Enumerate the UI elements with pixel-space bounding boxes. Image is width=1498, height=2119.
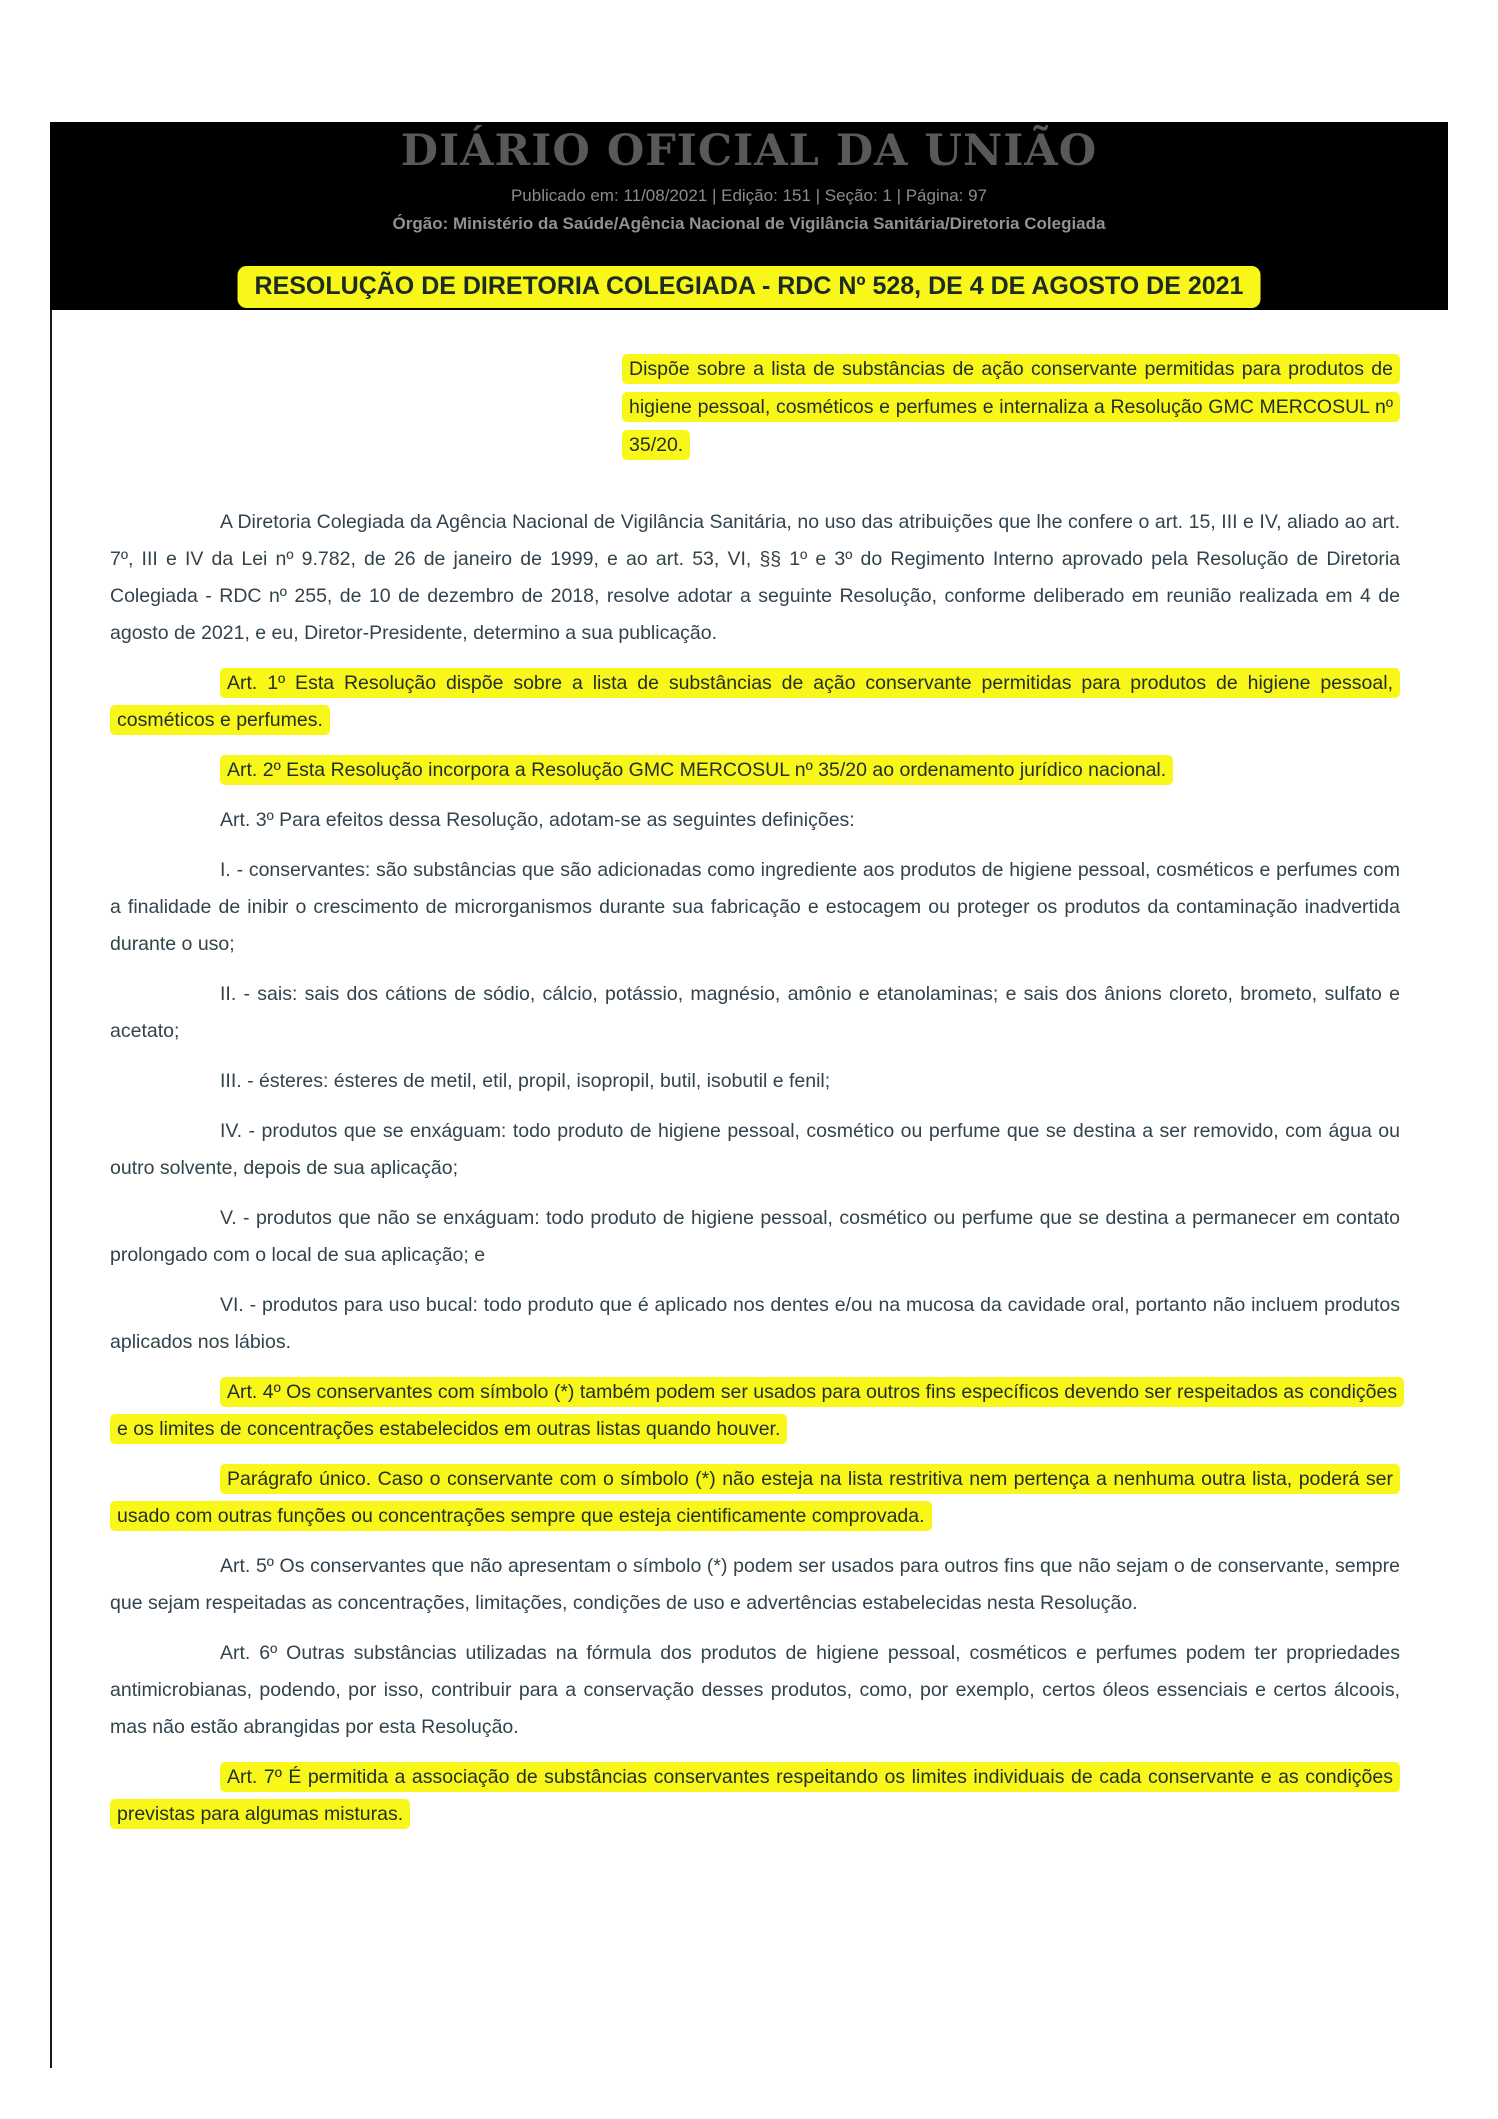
- gazette-title: DIÁRIO OFICIAL DA UNIÃO: [400, 126, 1098, 176]
- paragraph: Art. 6º Outras substâncias utilizadas na fórmula dos produtos de higiene pessoal, cosméticos e perfumes podem ter propriedades antimicrobianas, podendo, por isso, contribuir para a conservação desses produtos, como, por exemplo, certos óleos essenciais e certos álcoois, mas não estão abrangidas por esta Resolução.: [110, 1642, 1400, 1738]
- paragraph: [110, 1759, 1400, 1833]
- organ-line: Órgão: Ministério da Saúde/Agência Nacional de Vigilância Sanitária/Diretoria Colegiada: [392, 214, 1106, 233]
- paragraph-highlight: Art. 4º Os conservantes com símbolo (*) também podem ser usados para outros fins específicos devendo ser respeitados as condições e os limites de concentrações estabelecidos em outras listas quando houver.: [110, 1377, 1404, 1444]
- paragraph: Art. 5º Os conservantes que não apresentam o símbolo (*) podem ser usados para outros fins que não sejam o de conservante, sempre que sejam respeitadas as concentrações, limitações, condições de uso e advertências estabelecidas nesta Resolução.: [110, 1555, 1400, 1614]
- paragraph: II. - sais: sais dos cátions de sódio, cálcio, potássio, magnésio, amônio e etanolaminas; e sais dos ânions cloreto, brometo, sulfato e acetato;: [110, 983, 1400, 1042]
- masthead-band: [50, 122, 1448, 310]
- paragraph: IV. - produtos que se enxáguam: todo produto de higiene pessoal, cosmético ou perfume que se destina a ser removido, com água ou outro solvente, depois de sua aplicação;: [110, 1120, 1400, 1179]
- left-border-rule: [50, 310, 52, 2068]
- paragraph: III. - ésteres: ésteres de metil, etil, propil, isopropil, butil, isobutil e fenil;: [220, 1070, 831, 1092]
- document-content: [110, 350, 1400, 1846]
- paragraph-highlight: Art. 1º Esta Resolução dispõe sobre a lista de substâncias de ação conservante permitidas para produtos de higiene pessoal, cosméticos e perfumes.: [110, 668, 1400, 735]
- paragraph: I. - conservantes: são substâncias que são adicionadas como ingrediente aos produtos de higiene pessoal, cosméticos e perfumes com a finalidade de inibir o crescimento de microrganismos durante sua fabricação e estocagem ou proteger os produtos da contaminação inadvertida durante o uso;: [110, 859, 1400, 955]
- paragraph: [110, 1461, 1400, 1535]
- paragraph: A Diretoria Colegiada da Agência Nacional de Vigilância Sanitária, no uso das atribuições que lhe confere o art. 15, III e IV, aliado ao art. 7º, III e IV da Lei nº 9.782, de 26 de janeiro de 1999, e ao art. 53, VI, §§ 1º e 3º do Regimento Interno aprovado pela Resolução de Diretoria Colegiada - RDC nº 255, de 10 de dezembro de 2018, resolve adotar a seguinte Resolução, conforme deliberado em reunião realizada em 4 de agosto de 2021, e eu, Diretor-Presidente, determino a sua publicação.: [110, 511, 1400, 644]
- paragraph: [110, 752, 1400, 789]
- document-body: [110, 504, 1400, 1833]
- paragraph-highlight: Parágrafo único. Caso o conservante com o símbolo (*) não esteja na lista restritiva nem pertença a nenhuma outra lista, poderá ser usado com outras funções ou concentrações sempre que esteja cientificamente comprovada.: [110, 1464, 1400, 1531]
- ementa-highlight: Dispõe sobre a lista de substâncias de ação conservante permitidas para produtos de higiene pessoal, cosméticos e perfumes e internaliza a Resolução GMC MERCOSUL nº 35/20.: [622, 354, 1400, 460]
- ementa: [622, 350, 1400, 464]
- publication-meta: Publicado em: 11/08/2021 | Edição: 151 | Seção: 1 | Página: 97: [510, 186, 988, 205]
- paragraph-highlight: Art. 2º Esta Resolução incorpora a Resolução GMC MERCOSUL nº 35/20 ao ordenamento jurídico nacional.: [220, 755, 1173, 785]
- paragraph: VI. - produtos para uso bucal: todo produto que é aplicado nos dentes e/ou na mucosa da cavidade oral, portanto não incluem produtos aplicados nos lábios.: [110, 1294, 1400, 1353]
- paragraph-highlight: Art. 7º É permitida a associação de substâncias conservantes respeitando os limites individuais de cada conservante e as condições previstas para algumas misturas.: [110, 1762, 1400, 1829]
- paragraph: [110, 665, 1400, 739]
- paragraph: Art. 3º Para efeitos dessa Resolução, adotam-se as seguintes definições:: [220, 809, 855, 831]
- resolution-title: RESOLUÇÃO DE DIRETORIA COLEGIADA - RDC Nº 528, DE 4 DE AGOSTO DE 2021: [238, 266, 1261, 308]
- paragraph: [110, 1374, 1400, 1448]
- paragraph: V. - produtos que não se enxáguam: todo produto de higiene pessoal, cosmético ou perfume que se destina a permanecer em contato prolongado com o local de sua aplicação; e: [110, 1207, 1400, 1266]
